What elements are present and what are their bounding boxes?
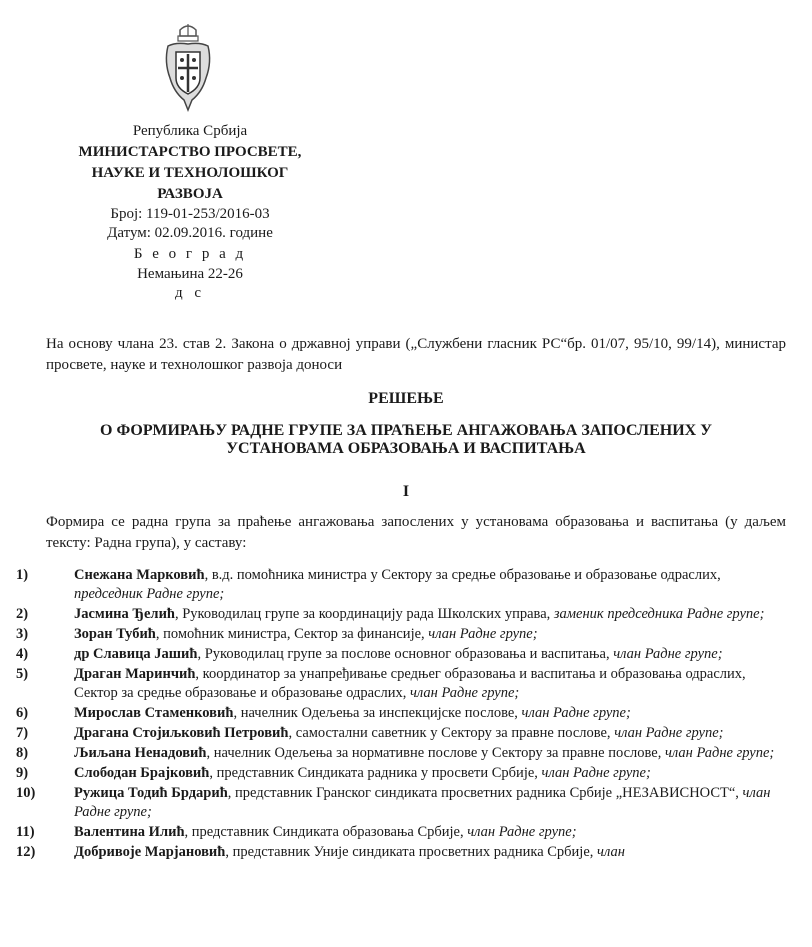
member-role: члан Радне групе; <box>74 785 771 820</box>
member-item <box>16 605 791 624</box>
member-number: 6) <box>16 705 29 721</box>
member-item <box>16 645 791 664</box>
member-description: , начелник Одељења за нормативне послове у Сектору за правне послове, <box>206 745 665 761</box>
header-address: Немањина 22-26 <box>137 266 243 282</box>
member-name: Мирослав Стаменковић <box>74 705 234 721</box>
member-item <box>16 764 791 783</box>
member-number: 2) <box>16 606 29 622</box>
member-number: 5) <box>16 666 29 682</box>
member-item <box>16 704 791 723</box>
member-item <box>16 784 791 822</box>
coat-of-arms-icon <box>162 22 214 114</box>
decision-subtitle-line1: О ФОРМИРАЊУ РАДНЕ ГРУПЕ ЗА ПРАЋЕЊЕ АНГАЖОВАЊА ЗАПОСЛЕНИХ У <box>100 422 712 439</box>
member-role: члан Радне групе; <box>428 626 538 642</box>
member-role: члан Радне групе; <box>614 725 724 741</box>
member-number: 11) <box>16 824 35 840</box>
header-initials: д с <box>174 285 206 301</box>
member-number: 4) <box>16 646 29 662</box>
member-name: Јасмина Ђелић <box>74 606 175 622</box>
member-role: председник Радне групе; <box>74 586 225 602</box>
member-number: 3) <box>16 626 29 642</box>
header-city: Б е о г р а д <box>133 246 247 262</box>
member-name: Љиљана Ненадовић <box>74 745 207 761</box>
formation-paragraph: Формира се радна група за праћење ангажовања запослених у установама образовања и васпитања (у даљем тексту: Радна група), у саставу: <box>46 514 786 551</box>
member-description: , в.д. помоћника министра у Сектору за средње образовање и образовање одраслих, <box>204 567 721 583</box>
member-description: , помоћник министра, Сектор за финансије, <box>155 626 429 642</box>
member-role: члан Радне групе; <box>409 685 520 701</box>
member-name: Снежана Марковић <box>74 567 205 583</box>
member-description: , представник Уније синдиката просветних радника Србије, <box>225 844 598 860</box>
member-role: члан Радне групе; <box>664 745 775 761</box>
member-name: Ружица Тодић Брдарић <box>74 785 228 801</box>
member-name: Добривоје Марјановић <box>74 844 226 860</box>
member-number: 7) <box>16 725 29 741</box>
member-name: Драган Маринчић <box>74 666 196 682</box>
member-description: , представник Синдиката радника у просвети Србије, <box>209 765 542 781</box>
member-role: члан <box>597 844 625 860</box>
header-ministry-line3: РАЗВОЈА <box>157 186 223 202</box>
member-description: , начелник Одељења за инспекцијске послове, <box>233 705 522 721</box>
member-item <box>16 566 791 604</box>
member-role: члан Радне групе; <box>613 646 723 662</box>
member-name: Драгана Стојиљковић Петровић <box>74 725 289 741</box>
member-role: члан Радне групе; <box>541 765 651 781</box>
section-number: I <box>402 483 410 500</box>
header-country: Република Србија <box>132 123 248 139</box>
member-number: 1) <box>16 567 29 583</box>
member-item <box>16 843 791 862</box>
member-role: члан Радне групе; <box>521 705 631 721</box>
member-name: др Славица Јашић <box>74 646 198 662</box>
decision-heading: РЕШЕЊЕ <box>368 390 444 407</box>
member-number: 10) <box>16 785 36 801</box>
decision-subtitle-line2: УСТАНОВАМА ОБРАЗОВАЊА И ВАСПИТАЊА <box>226 440 586 457</box>
member-item <box>16 724 791 743</box>
member-description: , самостални саветник у Сектору за правне послове, <box>288 725 615 741</box>
member-item <box>16 625 791 644</box>
member-item <box>16 744 791 763</box>
member-description: , представник Гранског синдиката просветних радника Србије „НЕЗАВИСНОСТ“, <box>227 785 743 801</box>
member-role: заменик председника Радне групе; <box>553 606 765 622</box>
header-date: Датум: 02.09.2016. године <box>107 225 273 241</box>
member-name: Слободан Брајковић <box>74 765 210 781</box>
member-name: Зоран Тубић <box>74 626 156 642</box>
member-item <box>16 823 791 842</box>
header-ministry-line1: МИНИСТАРСТВО ПРОСВЕТЕ, <box>78 144 302 160</box>
member-number: 9) <box>16 765 29 781</box>
member-number: 8) <box>16 745 29 761</box>
intro-paragraph: На основу члана 23. став 2. Закона о државној управи („Службени гласник РС“бр. 01/07, 95/10, 99/14), министар просвете, науке и технолошког развоја доноси <box>46 336 786 373</box>
header-number: Број: 119-01-253/2016-03 <box>110 206 270 222</box>
member-description: , Руководилац групе за послове основног образовања и васпитања, <box>197 646 614 662</box>
member-description: , представник Синдиката образовања Србије, <box>184 824 468 840</box>
member-role: члан Радне групе; <box>467 824 577 840</box>
member-name: Валентина Илић <box>74 824 185 840</box>
member-description: , координатор за унапређивање средњег образовања и васпитања и образовања одраслих, Сектор за средње образовање и образовање одраслих, <box>74 666 746 701</box>
members-list <box>16 566 791 863</box>
member-description: , Руководилац групе за координацију рада Школских управа, <box>174 606 554 622</box>
header-ministry-line2: НАУКЕ И ТЕХНОЛОШКОГ <box>91 165 289 181</box>
member-number: 12) <box>16 844 36 860</box>
member-item <box>16 665 791 703</box>
